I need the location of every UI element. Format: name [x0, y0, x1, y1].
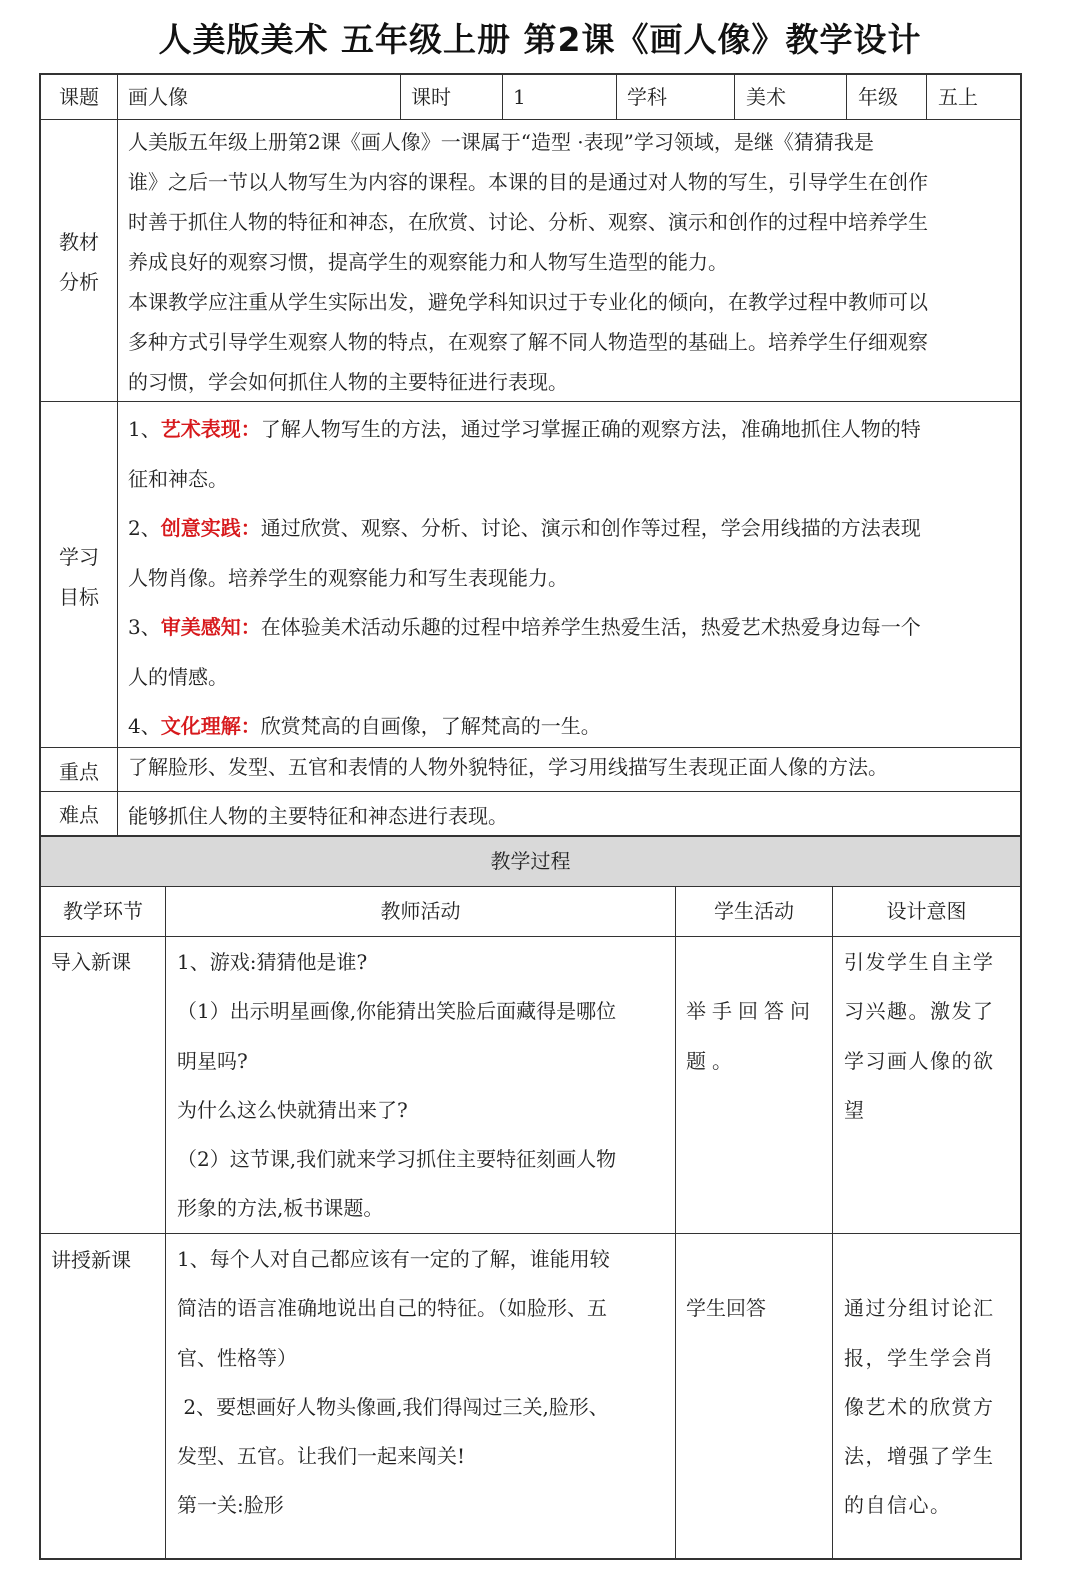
goal-text: 在体验美术活动乐趣的过程中培养学生热爱生活，热爱艺术热爱身边每一个	[260, 615, 921, 639]
teacher-line: 为什么这么快就猜出来了?	[177, 1097, 408, 1122]
goal-number: 4、	[128, 714, 161, 738]
subject-value: 美术	[746, 85, 786, 109]
col-divider	[926, 73, 927, 119]
material-label	[41, 222, 117, 306]
col-divider	[616, 73, 617, 119]
teacher-line: 明星吗?	[177, 1048, 248, 1073]
stage-cell: 讲授新课	[51, 1248, 131, 1272]
row-divider	[39, 1233, 1022, 1234]
col-divider	[117, 73, 118, 835]
col-divider	[832, 886, 833, 1559]
goal-item-3-cont: 人的情感。	[128, 664, 228, 689]
header-intent: 设计意图	[886, 899, 967, 923]
goal-item-2	[128, 504, 1016, 554]
material-label-line1: 教材	[59, 230, 99, 254]
material-line: 养成良好的观察习惯，提高学生的观察能力和人物写生造型的能力。	[128, 250, 728, 274]
goal-keyword: 文化理解：	[160, 714, 261, 738]
topic-label: 课题	[59, 85, 99, 109]
teacher-activity	[177, 938, 671, 1232]
goal-item-3	[128, 603, 1016, 653]
intent-line: 通过分组讨论汇	[844, 1296, 995, 1321]
row-divider	[39, 936, 1022, 937]
design-intent	[844, 1235, 1018, 1555]
row-divider	[39, 401, 1022, 402]
goals-label	[41, 537, 117, 621]
col-divider	[400, 73, 401, 119]
student-activity	[686, 938, 826, 1232]
teacher-line: （2）这节课,我们就来学习抓住主要特征刻画人物	[177, 1147, 617, 1172]
row-divider	[39, 119, 1022, 120]
goal-number: 3、	[128, 615, 161, 639]
intent-line: 习兴趣。激发了	[844, 999, 995, 1024]
teacher-activity	[177, 1235, 671, 1555]
student-line	[686, 938, 826, 987]
material-line: 人美版五年级上册第2课《画人像》一课属于“造型 ·表现”学习领域，是继《猜猜我是	[128, 130, 874, 154]
material-line: 本课教学应注重从学生实际出发，避免学科知识过于专业化的倾向，在教学过程中教师可以	[128, 290, 928, 314]
teacher-line: 简洁的语言准确地说出自己的特征。（如脸形、五	[177, 1296, 607, 1321]
teacher-line: 形象的方法,板书课题。	[177, 1196, 384, 1221]
teacher-line: 官、性格等）	[177, 1345, 297, 1370]
student-line: 学生回答	[686, 1296, 766, 1321]
table-border-right	[1020, 73, 1022, 1560]
teacher-line: 发型、五官。让我们一起来闯关!	[177, 1444, 466, 1469]
teacher-line: 1、游戏:猜猜他是谁?	[177, 950, 368, 974]
col-divider	[734, 73, 735, 119]
grade-value: 五上	[938, 85, 978, 109]
intent-line	[844, 1235, 1018, 1284]
teacher-line: 第一关:脸形	[177, 1493, 284, 1518]
material-line: 谁》之后一节以人物写生为内容的课程。本课的目的是通过对人物的写生，引导学生在创作	[128, 170, 928, 194]
design-intent	[844, 938, 1018, 1232]
process-title: 教学过程	[41, 837, 1020, 886]
teacher-line: 2、要想画好人物头像画,我们得闯过三关,脸形、	[177, 1394, 609, 1419]
key-point-label: 重点	[59, 760, 99, 784]
goal-keyword: 艺术表现：	[160, 417, 261, 441]
period-label: 课时	[411, 85, 451, 109]
stage-cell: 导入新课	[51, 950, 131, 974]
period-value: 1	[513, 85, 526, 109]
difficulty-label: 难点	[59, 803, 99, 827]
student-line: 举手回答问	[686, 999, 816, 1024]
teacher-line: （1）出示明星画像,你能猜出笑脸后面藏得是哪位	[177, 999, 617, 1024]
grade-label: 年级	[858, 85, 898, 109]
goal-number: 2、	[128, 516, 161, 540]
col-divider	[675, 886, 676, 1559]
col-divider	[165, 886, 166, 1559]
goal-text: 通过欣赏、观察、分析、讨论、演示和创作等过程，学会用线描的方法表现	[260, 516, 921, 540]
goals-label-line1: 学习	[59, 545, 99, 569]
material-text	[128, 122, 1016, 400]
goal-text: 了解人物写生的方法，通过学习掌握正确的观察方法，准确地抓住人物的特	[260, 417, 921, 441]
goal-item-4	[128, 702, 1016, 745]
material-label-line2: 分析	[59, 270, 99, 294]
difficulty-text: 能够抓住人物的主要特征和神态进行表现。	[128, 804, 508, 828]
col-divider	[502, 73, 503, 119]
intent-line: 望	[844, 1097, 866, 1122]
intent-line: 引发学生自主学	[844, 950, 995, 974]
topic-value: 画人像	[128, 85, 188, 109]
col-divider	[846, 73, 847, 119]
student-line: 题。	[686, 1048, 738, 1073]
student-line	[686, 1235, 826, 1284]
intent-line: 报，学生学会肖	[844, 1345, 995, 1370]
document-title: 人美版美术 五年级上册 第2课《画人像》教学设计	[158, 20, 922, 59]
material-line: 的习惯，学会如何抓住人物的主要特征进行表现。	[128, 370, 568, 394]
header-teacher: 教师活动	[380, 899, 461, 923]
key-point-text: 了解脸形、发型、五官和表情的人物外貌特征，学习用线描写生表现正面人像的方法。	[128, 755, 888, 779]
table-border-bottom	[39, 1558, 1022, 1560]
goals-label-line2: 目标	[59, 585, 99, 609]
header-student: 学生活动	[714, 899, 794, 923]
material-line: 多种方式引导学生观察人物的特点，在观察了解不同人物造型的基础上。培养学生仔细观察	[128, 330, 928, 354]
intent-line: 法，增强了学生	[844, 1444, 995, 1469]
goal-item-2-cont: 人物肖像。培养学生的观察能力和写生表现能力。	[128, 565, 568, 590]
goal-keyword: 审美感知：	[160, 615, 261, 639]
subject-label: 学科	[627, 85, 667, 109]
goal-item-1	[128, 405, 1016, 455]
goal-keyword: 创意实践：	[160, 516, 261, 540]
goal-item-1-cont: 征和神态。	[128, 466, 228, 491]
student-activity	[686, 1235, 826, 1555]
intent-line: 学习画人像的欲	[844, 1048, 995, 1073]
header-stage: 教学环节	[63, 899, 143, 923]
teacher-line: 1、每个人对自己都应该有一定的了解，谁能用较	[177, 1247, 610, 1271]
intent-line: 像艺术的欣赏方	[844, 1394, 995, 1419]
intent-line: 的自信心。	[844, 1493, 952, 1518]
goal-text: 欣赏梵高的自画像，了解梵高的一生。	[260, 714, 601, 738]
goal-number: 1、	[128, 417, 161, 441]
material-line: 时善于抓住人物的特征和神态，在欣赏、讨论、分析、观察、演示和创作的过程中培养学生	[128, 210, 928, 234]
row-divider	[39, 791, 1022, 792]
goals-text	[128, 405, 1016, 745]
